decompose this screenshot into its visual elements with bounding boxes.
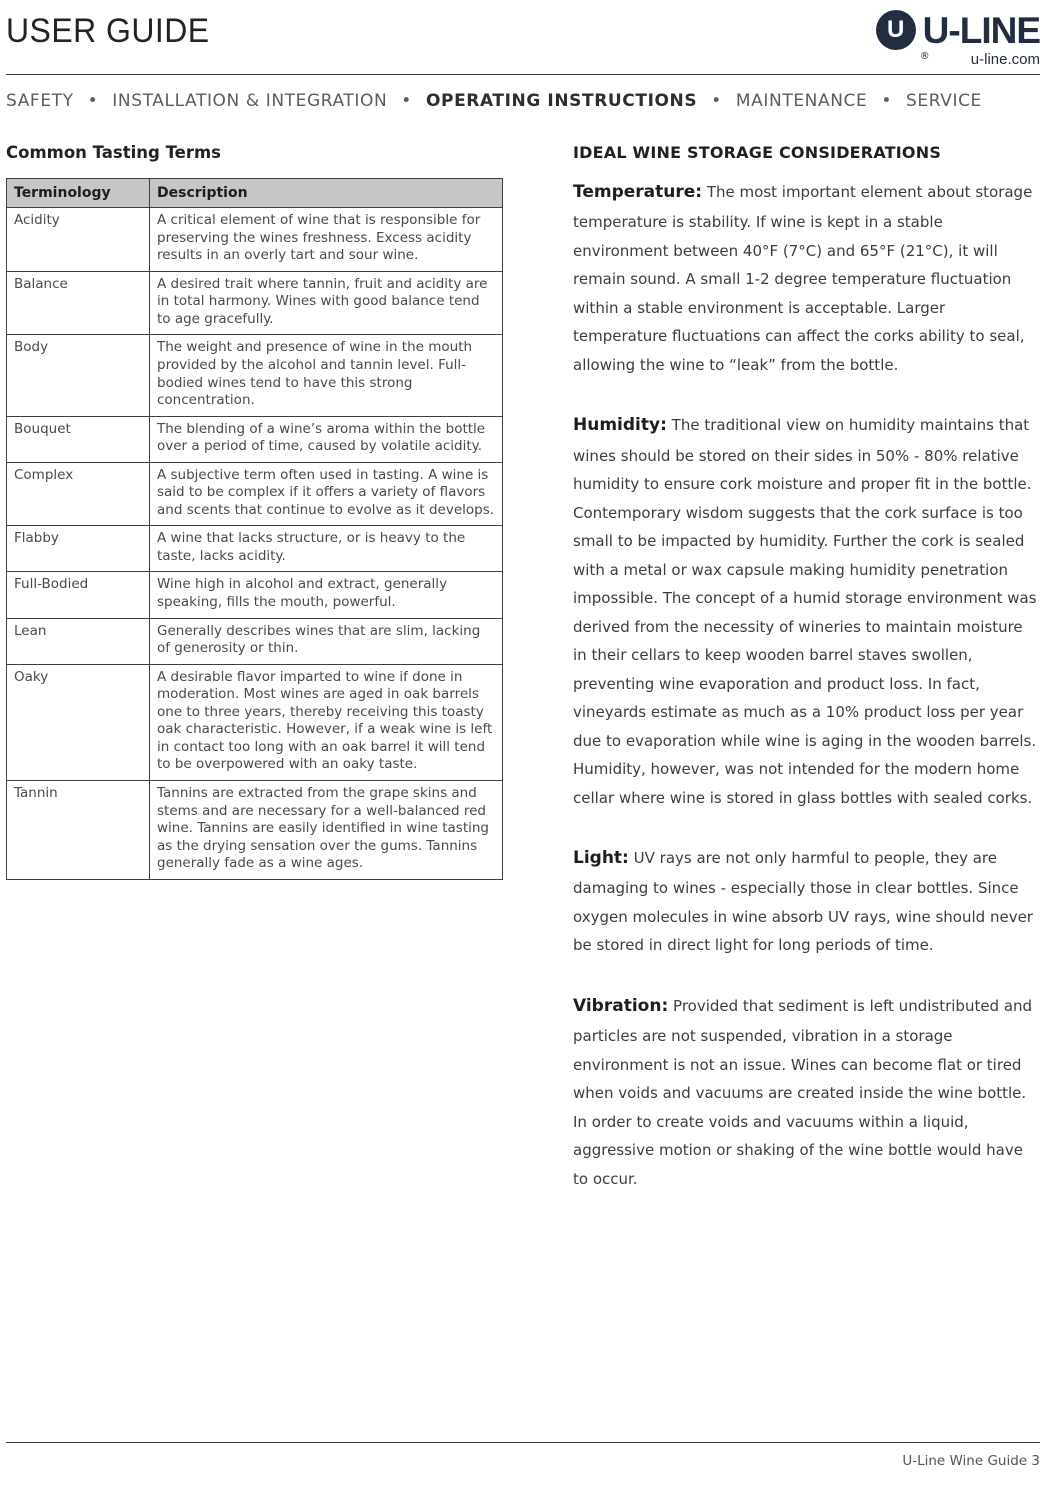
left-column <box>6 143 503 1223</box>
registered-mark: ® <box>919 51 930 62</box>
storage-section-light <box>573 842 1040 960</box>
table-row <box>7 664 503 780</box>
nav-separator: • <box>711 91 722 111</box>
section-nav <box>6 91 1040 111</box>
description-cell: The blending of a wine’s aroma within the bottle over a period of time, caused by volatile acidity. <box>150 416 503 462</box>
table-row <box>7 416 503 462</box>
table-row <box>7 780 503 879</box>
storage-section-vibration <box>573 990 1040 1193</box>
storage-paragraph <box>573 842 1040 960</box>
header-divider <box>6 74 1040 75</box>
term-cell: Body <box>7 335 150 416</box>
nav-item-safety: SAFETY <box>6 91 74 111</box>
uline-website: u-line.com <box>970 51 1040 68</box>
term-cell: Complex <box>7 462 150 526</box>
nav-item-installation: INSTALLATION & INTEGRATION <box>112 91 388 111</box>
column-header-description: Description <box>150 179 503 208</box>
term-cell: Flabby <box>7 526 150 572</box>
table-row <box>7 526 503 572</box>
page-footer-label: U-Line Wine Guide 3 <box>902 1453 1040 1469</box>
storage-paragraph <box>573 176 1040 379</box>
uline-logo-bottom <box>876 51 1040 68</box>
description-cell: A subjective term often used in tasting. A wine is said to be complex if it offers a variety of flavors and scents that continue to evolve as it develops. <box>150 462 503 526</box>
description-cell: A wine that lacks structure, or is heavy to the taste, lacks acidity. <box>150 526 503 572</box>
nav-separator: • <box>881 91 892 111</box>
term-cell: Lean <box>7 618 150 664</box>
table-row <box>7 208 503 272</box>
description-cell: The weight and presence of wine in the mouth provided by the alcohol and tannin level. Full-bodied wines tend to have this strong concentration. <box>150 335 503 416</box>
section-text: The most important element about storage temperature is stability. If wine is kept in a stable environment between 40°F (7°C) and 65°F (21°C), it will remain sound. A small 1-2 degree temperature fluctuation within a stable environment is acceptable. Larger temperature fluctuations can affect the corks ability to seal, allowing the wine to “leak” from the bottle. <box>573 183 1033 374</box>
table-row <box>7 335 503 416</box>
description-cell: A desired trait where tannin, fruit and acidity are in total harmony. Wines with good balance tend to age gracefully. <box>150 271 503 335</box>
table-row <box>7 462 503 526</box>
term-cell: Tannin <box>7 780 150 879</box>
nav-item-service: SERVICE <box>906 91 982 111</box>
section-text: The traditional view on humidity maintains that wines should be stored on their sides in 50% - 80% relative humidity to ensure cork moisture and proper fit in the bottle. Contemporary wisdom suggests that the cork surface is too small to be impacted by humidity. Further the cork is sealed with a metal or wax capsule making humidity penetration impossible. The concept of a humid storage environment was derived from the necessity of wineries to maintain moisture in their cellars to keep wooden barrel staves swollen, preventing wine evaporation and product loss. In fact, vineyards estimate as much as a 10% product loss per year due to evaporation while wine is aging in the wooden barrels. Humidity, however, was not intended for the modern home cellar where wine is stored in glass bottles with sealed corks. <box>573 416 1037 807</box>
uline-logo-icon <box>876 10 916 50</box>
doc-title: USER GUIDE <box>6 12 210 50</box>
storage-considerations-heading: IDEAL WINE STORAGE CONSIDERATIONS <box>573 143 942 162</box>
nav-separator: • <box>401 91 412 111</box>
section-text: UV rays are not only harmful to people, they are damaging to wines - especially those in clear bottles. Since oxygen molecules in wine absorb UV rays, wine should never be stored in direct light for long periods of time. <box>573 849 1033 955</box>
right-column <box>573 143 1040 1223</box>
storage-paragraph <box>573 409 1040 812</box>
term-cell: Oaky <box>7 664 150 780</box>
header <box>6 8 1040 68</box>
table-row <box>7 572 503 618</box>
footer <box>6 1442 1040 1469</box>
description-cell: Wine high in alcohol and extract, generally speaking, fills the mouth, powerful. <box>150 572 503 618</box>
nav-item-operating-instructions: OPERATING INSTRUCTIONS <box>425 91 698 111</box>
section-label: Light: <box>573 848 629 869</box>
storage-section-humidity <box>573 409 1040 812</box>
storage-section-temperature <box>573 176 1040 379</box>
description-cell: Tannins are extracted from the grape skins and stems and are necessary for a well-balanced red wine. Tannins are easily identified in wine tasting as the drying sensation over the gums. Tannins generally fade as a wine ages. <box>150 780 503 879</box>
uline-logo-row <box>876 10 1040 50</box>
section-label: Temperature: <box>573 182 703 202</box>
table-row <box>7 618 503 664</box>
description-cell: A critical element of wine that is responsible for preserving the wines freshness. Excess acidity results in an overly tart and sour wine. <box>150 208 503 272</box>
nav-item-maintenance: MAINTENANCE <box>735 91 868 111</box>
uline-logo-letter: U <box>887 16 905 43</box>
table-row <box>7 271 503 335</box>
table-header <box>7 179 503 208</box>
description-cell: Generally describes wines that are slim, lacking of generosity or thin. <box>150 618 503 664</box>
section-text: Provided that sediment is left undistributed and particles are not suspended, vibration in a storage environment is not an issue. Wines can become flat or tired when voids and vacuums are created inside the wine bottle. In order to create voids and vacuums within a liquid, aggressive motion or shaking of the wine bottle would have to occur. <box>573 996 1033 1188</box>
description-cell: A desirable flavor imparted to wine if done in moderation. Most wines are aged in oak barrels one to three years, thereby receiving this toasty oak characteristic. However, if a weak wine is left in contact too long with an oak barrel it will tend to be overpowered with an oaky taste. <box>150 664 503 780</box>
uline-wordmark: U-LINE <box>922 9 1040 51</box>
tasting-terms-table <box>6 178 503 880</box>
table-body <box>7 208 503 880</box>
column-header-terminology: Terminology <box>7 179 150 208</box>
nav-separator: • <box>87 91 99 111</box>
term-cell: Bouquet <box>7 416 150 462</box>
storage-paragraph <box>573 990 1040 1193</box>
term-cell: Full-Bodied <box>7 572 150 618</box>
term-cell: Acidity <box>7 208 150 272</box>
section-label: Humidity: <box>573 415 667 436</box>
tasting-terms-heading: Common Tasting Terms <box>6 143 221 162</box>
footer-divider <box>6 1442 1040 1443</box>
content-columns <box>6 143 1040 1223</box>
section-label: Vibration: <box>573 995 669 1016</box>
term-cell: Balance <box>7 271 150 335</box>
uline-logo <box>876 10 1040 68</box>
table-header-row <box>7 179 503 208</box>
